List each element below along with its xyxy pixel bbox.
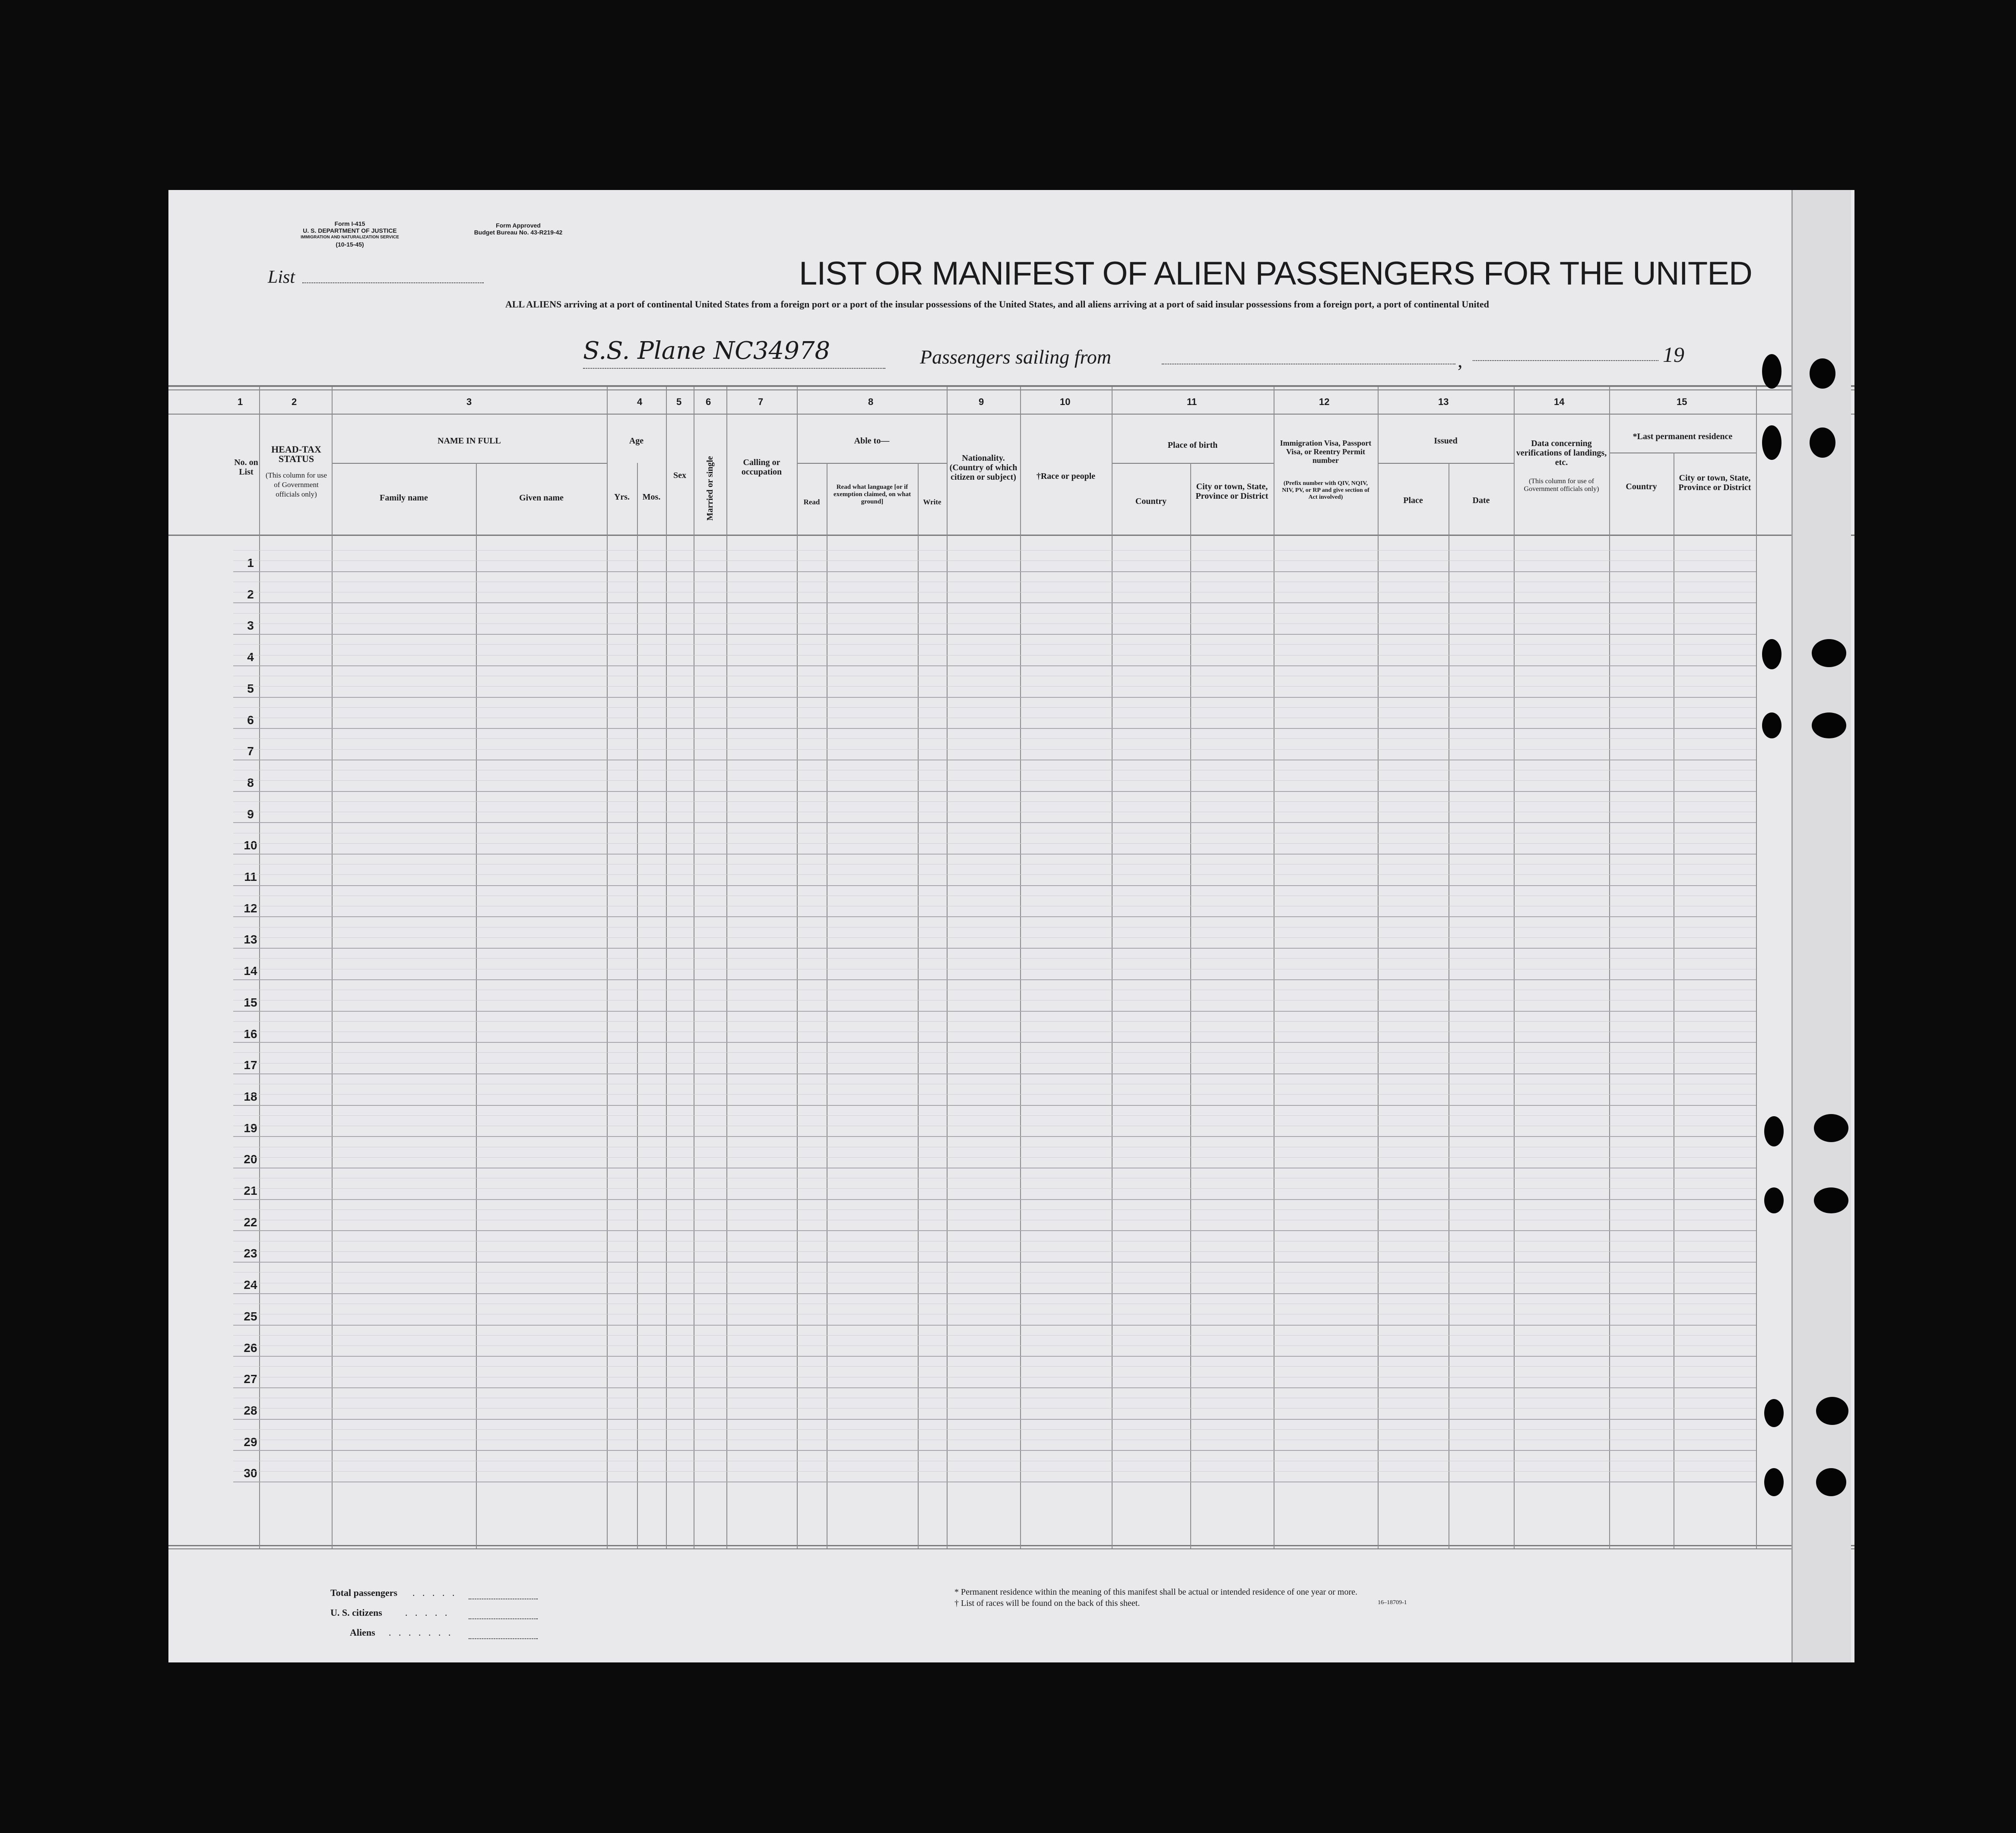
row-rule [233, 728, 1756, 729]
binding-hole [1762, 354, 1781, 389]
col-number-11: 11 [1187, 396, 1197, 407]
row-rule [233, 979, 1756, 980]
row-rule [233, 738, 1756, 739]
binding-hole [1814, 1187, 1848, 1213]
col-line [1190, 463, 1191, 1548]
row-number: 18 [244, 1089, 257, 1103]
row-rule [233, 1419, 1756, 1420]
header-name-in-full: NAME IN FULL [437, 436, 501, 446]
col-number-2: 2 [292, 396, 297, 407]
col-line [1609, 387, 1610, 1548]
col-line [1112, 387, 1113, 1548]
row-rule [233, 707, 1756, 708]
row-rule [233, 843, 1756, 844]
row-rule [233, 665, 1756, 666]
binding-hole [1816, 1397, 1848, 1425]
row-number: 26 [244, 1341, 257, 1355]
header-read-what: Read what language [or if exemption claimed, on what ground] [833, 484, 911, 505]
binding-hole [1764, 1187, 1784, 1213]
table-bottom-rule-2 [168, 1548, 1854, 1549]
row-number: 25 [244, 1309, 257, 1323]
col-number-10: 10 [1060, 396, 1071, 407]
footer-dots: . . . . . [405, 1607, 450, 1618]
row-rule [233, 1251, 1756, 1252]
binding-hole [1810, 358, 1835, 389]
col-number-9: 9 [979, 396, 984, 407]
row-number: 8 [247, 776, 254, 789]
row-number: 14 [244, 964, 257, 978]
row-rule [233, 1293, 1756, 1294]
header-visa-note: (Prefix number with QIV, NQIV, NIV, PV, or RP and give section of Act involved) [1282, 480, 1369, 500]
row-rule [233, 644, 1756, 645]
footnote-races: † List of races will be found on the back of this sheet. [954, 1599, 1140, 1608]
row-rule [233, 1021, 1756, 1022]
header-sex: Sex [673, 471, 686, 480]
row-number: 21 [244, 1184, 257, 1197]
row-rule [233, 874, 1756, 875]
vessel-line [583, 368, 885, 369]
row-rule [233, 749, 1756, 750]
row-rule [233, 780, 1756, 781]
print-code: 16–18709-1 [1378, 1599, 1407, 1606]
footer-total-label: Total passengers [330, 1587, 398, 1598]
header-country-2: Country [1626, 482, 1657, 491]
comma: , [1458, 349, 1463, 371]
able-subheader-rule [797, 463, 947, 464]
binding-hole [1764, 1116, 1784, 1146]
row-number: 22 [244, 1215, 257, 1229]
row-rule [233, 1209, 1756, 1210]
col-number-1: 1 [238, 396, 243, 407]
binding-hole [1816, 1468, 1846, 1496]
col-line [607, 387, 608, 1548]
row-number: 20 [244, 1152, 257, 1166]
binding-hole [1762, 639, 1781, 669]
vessel-name-handwritten: S.S. Plane NC34978 [583, 337, 830, 365]
row-rule [233, 1094, 1756, 1095]
header-data-note: (This column for use of Government officials only) [1524, 478, 1599, 493]
form-subtitle: ALL ALIENS arriving at a port of continental United States from a foreign port or a port of the insular possessions of the United States, and all aliens arriving at a port of said insular possessions from a foreign port, a port of continental United [505, 299, 1489, 310]
binding-hole [1764, 1468, 1784, 1496]
row-rule [233, 927, 1756, 928]
budget-number: Budget Bureau No. 43-R219-42 [474, 229, 563, 236]
row-number: 11 [244, 870, 257, 883]
col-number-13: 13 [1438, 396, 1449, 407]
row-rule [233, 958, 1756, 959]
manifest-sheet [168, 190, 1854, 1662]
row-number: 6 [247, 713, 254, 727]
row-number: 1 [247, 556, 254, 570]
row-number: 29 [244, 1435, 257, 1449]
row-number: 12 [244, 901, 257, 915]
col-number-4: 4 [637, 396, 643, 407]
sailing-from-label: Passengers sailing from [920, 346, 1111, 368]
col-line [332, 387, 333, 1548]
row-rule [233, 1157, 1756, 1158]
row-rule [233, 1450, 1756, 1451]
row-number: 5 [247, 681, 254, 695]
row-number: 9 [247, 807, 254, 821]
col-number-12: 12 [1319, 396, 1330, 407]
row-rule [233, 1188, 1756, 1189]
header-head-tax: HEAD-TAX STATUS [271, 444, 321, 464]
row-rule [233, 1345, 1756, 1346]
row-rule [233, 550, 1756, 551]
binding-hole [1762, 712, 1781, 738]
next-page-edge [1791, 190, 1851, 1662]
row-rule [233, 1011, 1756, 1012]
row-rule [233, 1115, 1756, 1116]
row-rule [233, 1429, 1756, 1430]
row-rule [233, 1042, 1756, 1043]
footer-aliens-label: Aliens [350, 1627, 375, 1638]
binding-hole [1810, 427, 1835, 458]
row-rule [233, 1073, 1756, 1074]
header-bottom-rule [168, 535, 1854, 536]
citizens-line [469, 1618, 538, 1619]
footer-dots: . . . . . . . [389, 1627, 453, 1638]
issued-subheader-rule [1378, 463, 1514, 464]
row-number: 19 [244, 1121, 257, 1135]
aliens-line [469, 1638, 538, 1639]
service: IMMIGRATION AND NATURALIZATION SERVICE [301, 235, 399, 240]
form-id-block [268, 220, 432, 248]
header-country: Country [1135, 497, 1167, 506]
row-rule [233, 1387, 1756, 1388]
col-line [666, 387, 667, 1548]
date-code: (10-15-45) [336, 241, 364, 248]
row-rule [233, 1262, 1756, 1263]
col-number-3: 3 [466, 396, 472, 407]
binding-hole [1812, 639, 1846, 667]
header-given-name: Given name [519, 493, 564, 503]
year-prefix: 19 [1663, 342, 1684, 367]
row-rule [233, 937, 1756, 938]
date-line [1473, 360, 1658, 361]
list-label: List [268, 267, 295, 287]
row-rule [233, 1063, 1756, 1064]
row-rule [233, 571, 1756, 572]
row-number: 23 [244, 1247, 257, 1260]
row-rule [233, 634, 1756, 635]
header-race: †Race or people [1036, 472, 1096, 481]
binding-hole [1812, 712, 1846, 738]
header-data-concerning: Data concerning verifications of landings, etc. [1516, 439, 1607, 467]
header-last-residence: *Last permanent residence [1632, 432, 1733, 441]
binding-hole [1762, 425, 1781, 460]
table-top-rule [168, 385, 1854, 387]
col-line [726, 387, 727, 1548]
row-rule [233, 602, 1756, 603]
row-rule [233, 1366, 1756, 1367]
row-rule [233, 1408, 1756, 1409]
header-visa: Immigration Visa, Passport Visa, or Reentry Permit number [1280, 439, 1372, 465]
row-rule [233, 1199, 1756, 1200]
binding-hole [1764, 1399, 1784, 1427]
row-rule [233, 1230, 1756, 1231]
col-number-14: 14 [1554, 396, 1565, 407]
header-nationality: Nationality. (Country of which citizen or subject) [949, 453, 1018, 482]
col-number-15: 15 [1677, 396, 1687, 407]
row-number: 2 [247, 587, 254, 601]
col-number-6: 6 [706, 396, 711, 407]
row-number: 15 [244, 995, 257, 1009]
binding-hole [1814, 1114, 1848, 1142]
row-number: 3 [247, 619, 254, 633]
footer-dots: . . . . . [412, 1587, 457, 1598]
form-title: LIST OR MANIFEST OF ALIEN PASSENGERS FOR THE UNITED [799, 255, 1752, 292]
header-head-tax-note: (This column for use of Government officials only) [265, 471, 327, 498]
row-rule [233, 560, 1756, 561]
department: U. S. DEPARTMENT OF JUSTICE [303, 227, 397, 234]
row-number: 13 [244, 933, 257, 947]
header-date: Date [1472, 496, 1490, 505]
row-rule [233, 916, 1756, 917]
header-married: Married or single [705, 456, 715, 521]
col-number-5: 5 [676, 396, 682, 407]
row-rule [233, 801, 1756, 802]
row-rule [233, 948, 1756, 949]
row-number: 17 [244, 1058, 257, 1072]
row-number: 27 [244, 1372, 257, 1386]
col-line [1020, 387, 1021, 1548]
row-rule [233, 1325, 1756, 1326]
row-number: 28 [244, 1403, 257, 1417]
row-rule [233, 1335, 1756, 1336]
row-number: 10 [244, 839, 257, 852]
row-number: 4 [247, 650, 254, 664]
header-yrs: Yrs. [614, 492, 630, 502]
header-no-on-list: No. on List [234, 458, 258, 477]
row-rule [233, 1136, 1756, 1137]
row-number: 24 [244, 1278, 257, 1292]
row-number: 16 [244, 1027, 257, 1041]
row-rule [233, 1052, 1756, 1053]
header-place: Place [1403, 496, 1423, 505]
col-line [918, 463, 919, 1548]
form-number: Form I-415 [334, 220, 365, 227]
header-place-of-birth: Place of birth [1167, 440, 1218, 450]
row-number: 30 [244, 1466, 257, 1480]
header-able-to: Able to— [854, 436, 890, 446]
row-rule [233, 1471, 1756, 1472]
row-rule [233, 822, 1756, 823]
footer-citizens-label: U. S. citizens [330, 1607, 382, 1618]
row-rule [233, 613, 1756, 614]
header-city: City or town, State, Province or District [1195, 482, 1268, 501]
table-top-rule-2 [168, 389, 1854, 390]
colnum-rule [168, 414, 1854, 415]
row-rule [233, 1356, 1756, 1357]
col-line [1756, 387, 1757, 1548]
col-number-8: 8 [868, 396, 874, 407]
header-family-name: Family name [380, 493, 428, 503]
row-rule [233, 1105, 1756, 1106]
row-rule [233, 1272, 1756, 1273]
list-line [302, 282, 484, 283]
col-line [637, 463, 638, 1548]
row-rule [233, 686, 1756, 687]
name-subheader-rule [332, 463, 607, 464]
birth-subheader-rule [1112, 463, 1274, 464]
header-city-2: City or town, State, Province or District [1678, 473, 1751, 492]
header-issued: Issued [1434, 436, 1458, 446]
approval-block [453, 222, 583, 236]
col-line [947, 387, 948, 1548]
row-rule [233, 791, 1756, 792]
row-rule [233, 697, 1756, 698]
row-rule [233, 885, 1756, 886]
header-read: Read [803, 498, 820, 506]
footnote-residence: * Permanent residence within the meaning of this manifest shall be actual or intended residence of one year or more. [954, 1587, 1358, 1597]
row-rule [233, 854, 1756, 855]
header-write: Write [923, 498, 941, 506]
header-calling: Calling or occupation [741, 458, 782, 477]
col-line [1378, 387, 1379, 1548]
col-number-7: 7 [758, 396, 764, 407]
header-age: Age [629, 436, 644, 446]
approved-text: Form Approved [496, 222, 541, 229]
header-mos: Mos. [642, 492, 661, 502]
col-line [797, 387, 798, 1548]
col-line [1514, 387, 1515, 1548]
table-bottom-rule [168, 1545, 1854, 1546]
row-number: 7 [247, 744, 254, 758]
col-line [476, 463, 477, 1548]
